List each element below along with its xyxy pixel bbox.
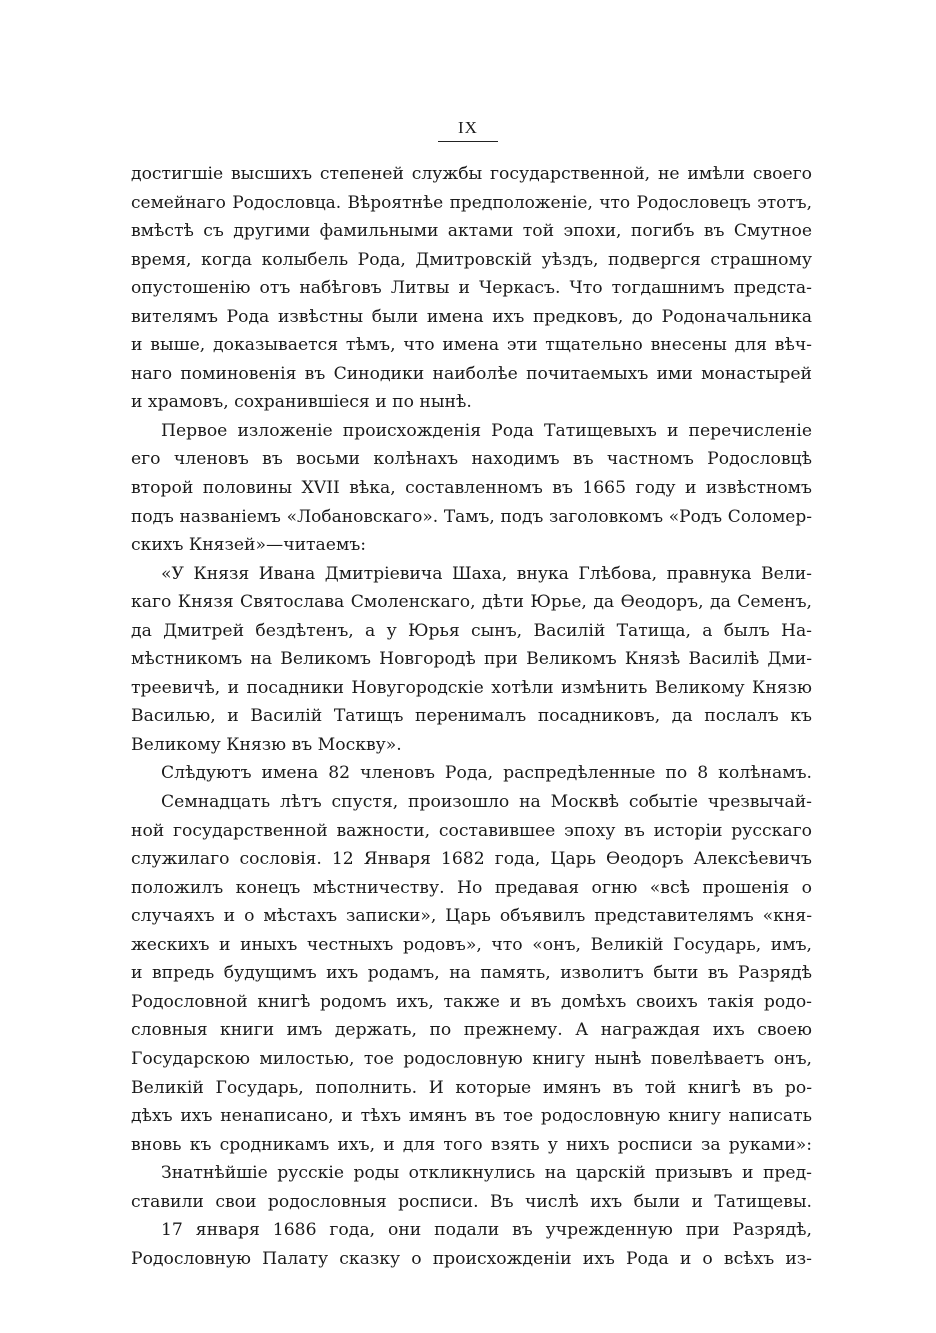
paragraph-first-line: Знатнѣйшіе русскіе роды откликнулись на царскій призывъ и пред- xyxy=(161,1163,812,1184)
paragraph-first-line: Первое изложеніе происхожденія Рода Татищевыхъ и перечисленіе xyxy=(161,420,812,441)
text-line: положилъ конецъ мѣстничеству. Но предавая огню «всѣ прошенія о xyxy=(131,877,812,898)
text-line: подъ названіемъ «Лобановскаго». Тамъ, подъ заголовкомъ «Родъ Соломер- xyxy=(131,506,812,527)
text-line: треевичѣ, и посадники Новугородскіе хотѣли измѣнить Великому Князю xyxy=(131,677,812,698)
text-line: и выше, доказывается тѣмъ, что имена эти тщательно внесены для вѣч- xyxy=(131,335,812,356)
text-line: Государскою милостью, тое родословную книгу нынѣ повелѣваетъ онъ, xyxy=(131,1048,812,1069)
paragraph-first-line: 17 января 1686 года, они подали въ учрежденную при Разрядѣ, xyxy=(161,1220,812,1241)
body-text xyxy=(131,160,812,1273)
text-line: достигшіе высшихъ степеней службы государственной, не имѣли своего xyxy=(131,164,812,184)
text-line: ставили свои родословныя росписи. Въ числѣ ихъ были и Татищевы. xyxy=(131,1191,812,1212)
text-line: и впредь будущимъ ихъ родамъ, на память, изволитъ быти въ Разрядѣ xyxy=(131,963,812,984)
text-line: служилаго сословія. 12 Января 1682 года, Царь Ѳеодоръ Алексѣевичъ xyxy=(131,849,812,870)
text-line: мѣстникомъ на Великомъ Новгородѣ при Великомъ Князѣ Василіѣ Дми- xyxy=(131,649,812,670)
text-line: второй половины XVII вѣка, составленномъ въ 1665 году и извѣстномъ xyxy=(131,478,812,499)
text-line: дѣхъ ихъ ненаписано, и тѣхъ имянъ въ тое родословную книгу написать xyxy=(131,1106,812,1127)
text-line: каго Князя Святослава Смоленскаго, дѣти Юрье, да Ѳеодоръ, да Семенъ, xyxy=(131,592,812,613)
text-line: наго поминовенія въ Синодики наиболѣе почитаемыхъ ими монастырей xyxy=(131,363,812,384)
text-line: вновь къ сродникамъ ихъ, и для того взять у нихъ росписи за руками»: xyxy=(131,1134,812,1155)
paragraph-first-line: Слѣдуютъ имена 82 членовъ Рода, распредѣленные по 8 колѣнамъ. xyxy=(161,763,812,784)
text-line: опустошенію отъ набѣговъ Литвы и Черкасъ. Что тогдашнимъ предста- xyxy=(131,278,812,299)
text-line: да Дмитрей бездѣтенъ, а у Юрья сынъ, Василій Татища, а былъ На- xyxy=(131,620,812,641)
text-line: семейнаго Родословца. Вѣроятнѣе предположеніе, что Родословецъ этотъ, xyxy=(131,192,812,213)
text-line: Родословной книгѣ родомъ ихъ, также и въ домѣхъ своихъ такія родо- xyxy=(131,991,812,1012)
paragraph-first-line: Семнадцать лѣтъ спустя, произошло на Москвѣ событіе чрезвычай- xyxy=(161,792,812,813)
paragraph-first-line: «У Князя Ивана Дмитріевича Шаха, внука Глѣбова, правнука Вели- xyxy=(161,563,812,584)
text-line: и храмовъ, сохранившіеся и по нынѣ. xyxy=(131,392,472,413)
text-line: время, когда колыбель Рода, Дмитровскій уѣздъ, подвергся страшному xyxy=(131,249,812,270)
text-line: словныя книги имъ держать, по прежнему. А награждая ихъ своею xyxy=(131,1020,812,1041)
text-line: ной государственной важности, составившее эпоху въ исторіи русскаго xyxy=(131,820,812,841)
text-line: скихъ Князей»—читаемъ: xyxy=(131,535,367,556)
text-line: Родословную Палату сказку о происхожденіи ихъ Рода и о всѣхъ из- xyxy=(131,1248,812,1269)
text-line: его членовъ въ восьми колѣнахъ находимъ въ частномъ Родословцѣ xyxy=(131,449,812,470)
text-line: вмѣстѣ съ другими фамильными актами той эпохи, погибъ въ Смутное xyxy=(131,221,812,242)
text-line: вителямъ Рода извѣстны были имена ихъ предковъ, до Родоначальника xyxy=(131,306,812,327)
page-number: IX xyxy=(438,118,498,142)
page-header xyxy=(0,118,936,142)
text-line: Василью, и Василій Татищъ перенималъ посадниковъ, да послалъ къ xyxy=(131,706,812,727)
text-line: Великому Князю въ Москву». xyxy=(131,734,402,755)
text-line: жескихъ и иныхъ честныхъ родовъ», что «онъ, Великій Государь, имъ, xyxy=(131,934,812,955)
text-line: случаяхъ и о мѣстахъ записки», Царь объявилъ представителямъ «кня- xyxy=(131,906,812,927)
text-line: Великій Государь, пополнить. И которые имянъ въ той книгѣ въ ро- xyxy=(131,1077,812,1098)
